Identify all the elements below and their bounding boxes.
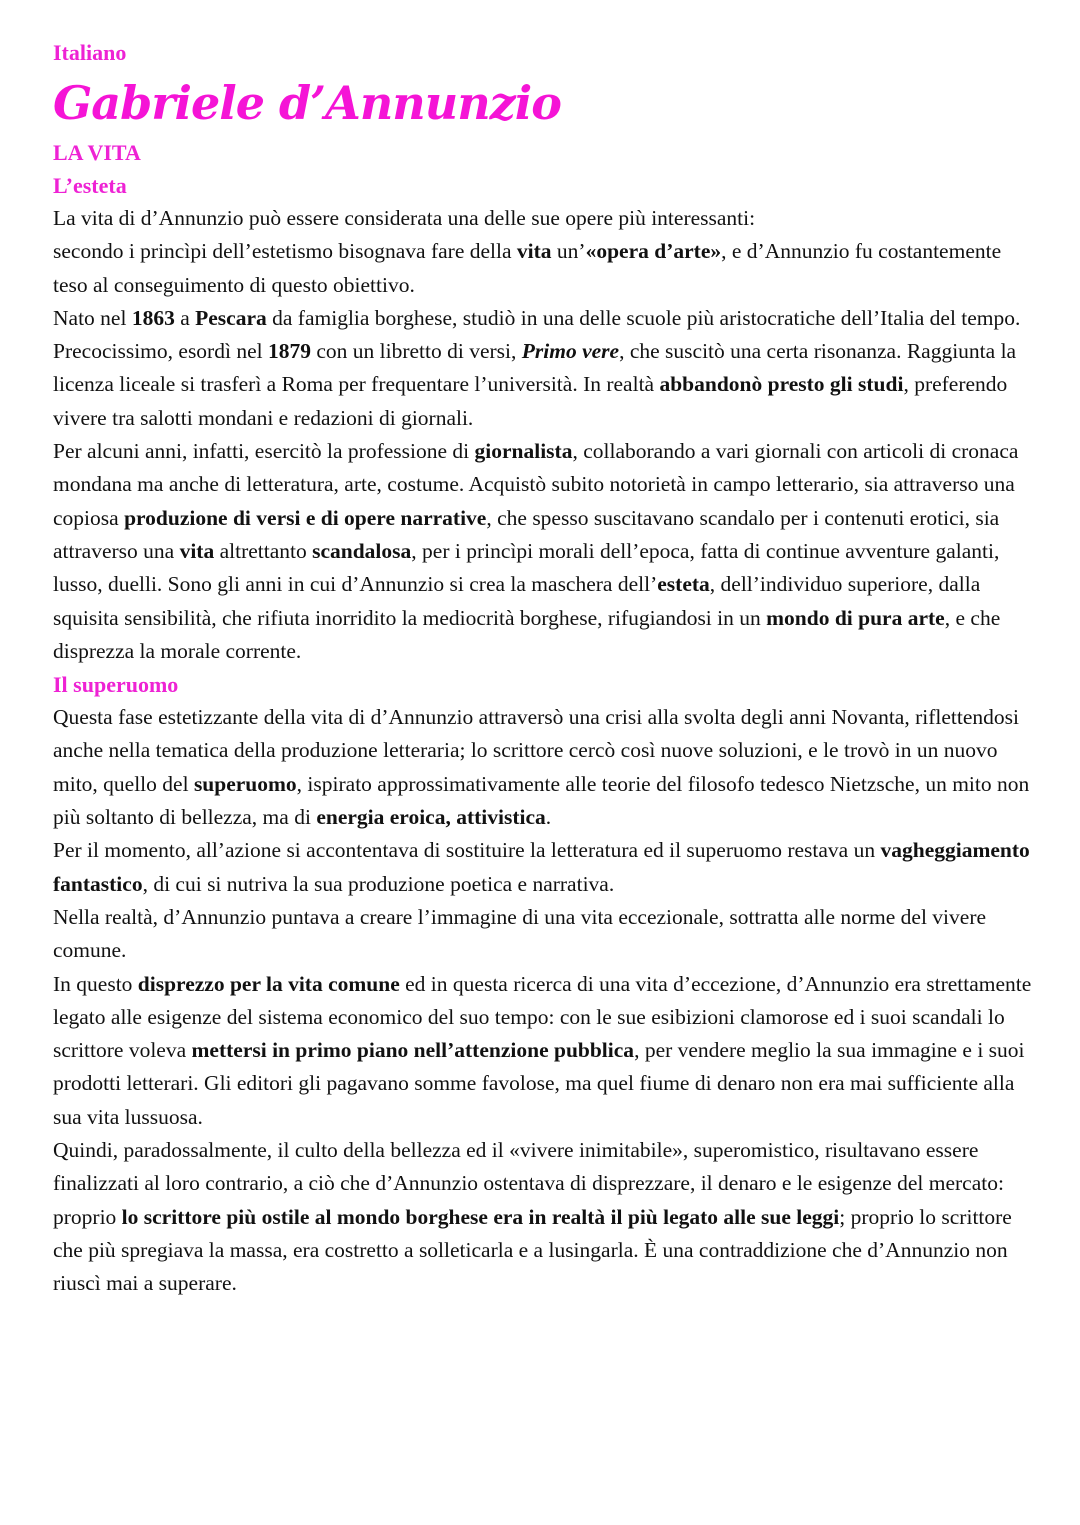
paragraph xyxy=(53,1134,1038,1300)
text-run: In questo xyxy=(53,971,138,996)
text-run: ed in questa ricerca di una vita d’eccezione, d’Annunzio era strettamente legato alle esigenze del sistema economico del suo tempo: con le sue esibizioni clamorose ed i suoi scandali lo scrittore voleva xyxy=(53,971,1032,1063)
bold-text: lo scrittore più ostile al mondo borghese era in realtà il più legato alle sue leggi xyxy=(121,1204,840,1229)
text-run: altrettanto xyxy=(214,538,313,563)
text-run: , preferendo vivere tra salotti mondani e redazioni di giornali. xyxy=(53,372,1008,430)
subject-label: Italiano xyxy=(53,40,127,65)
bold-text: mondo di pura arte xyxy=(766,605,945,630)
bold-text: abbandonò presto gli studi xyxy=(659,372,904,397)
bold-text: vagheggiamento fantastico xyxy=(53,838,1030,896)
bold-text: giornalista xyxy=(474,439,573,464)
text-run: , che suscitò una certa risonanza. Raggiunta la licenza liceale si trasferì a Roma per frequentare l’università. In realtà xyxy=(53,339,1017,397)
document-page xyxy=(53,38,1038,1301)
bold-text: energia eroica, attivistica xyxy=(316,805,546,830)
text-run: , dell’individuo superiore, dalla squisita sensibilità, che rifiuta inorridito la mediocrità borghese, rifugiandosi in un xyxy=(53,572,981,630)
bold-text: mettersi in primo piano nell’attenzione pubblica xyxy=(191,1038,635,1063)
bold-text: vita xyxy=(516,239,552,264)
bold-text: Pescara xyxy=(195,305,267,330)
paragraph xyxy=(53,302,1038,335)
page-title: Gabriele d’Annunzio xyxy=(53,76,561,130)
text-run: , per i princìpi morali dell’epoca, fatta di continue avventure galanti, lusso, duelli. Sono gli anni in cui d’Annunzio si crea la maschera dell’ xyxy=(53,538,1000,597)
bold-text: Primo vere xyxy=(521,339,620,364)
text-run: , per vendere meglio la sua immagine e i suoi prodotti letterari. Gli editori gli pagavano somme favolose, ma quel fiume di denaro non era mai sufficiente alla sua vita lussuosa. xyxy=(53,1038,1025,1129)
text-run: Nella realtà, d’Annunzio puntava a creare l’immagine di una vita eccezionale, sottratta alle norme del vivere comune. xyxy=(53,904,987,963)
text-run: Questa fase estetizzante della vita di d’Annunzio attraversò una crisi alla svolta degli anni Novanta, riflettendosi anche nella tematica della produzione letteraria; lo scrittore cercò così nuove soluzioni, e le trovò in un nuovo mito, quello del xyxy=(53,705,1019,796)
paragraph xyxy=(53,235,1038,302)
text-run: , e che disprezza la morale corrente. xyxy=(53,605,1001,663)
paragraph xyxy=(53,701,1038,834)
text-run: secondo i princìpi dell’estetismo bisognava fare della xyxy=(53,239,517,264)
bold-text: 1863 xyxy=(131,305,175,330)
text-run: Per il momento, all’azione si accontentava di sostituire la letteratura ed il superuomo restava un xyxy=(53,838,881,863)
text-run: Nato nel xyxy=(53,305,132,330)
bold-text: disprezzo per la vita comune xyxy=(137,971,400,996)
bold-text: vita xyxy=(179,538,215,563)
section-heading: LA VITA xyxy=(53,140,141,165)
text-run: un’ xyxy=(551,239,586,264)
text-run: Per alcuni anni, infatti, esercitò la professione di xyxy=(53,439,475,464)
text-run: . xyxy=(545,805,552,830)
document-body xyxy=(53,169,1038,1301)
text-run: da famiglia borghese, studiò in una delle scuole più aristocratiche dell’Italia del tempo. xyxy=(266,305,1021,330)
text-run: con un libretto di versi, xyxy=(310,339,522,364)
paragraph xyxy=(53,901,1038,968)
subsection-heading: L’esteta xyxy=(53,173,127,198)
bold-text: esteta xyxy=(657,572,710,597)
text-run: ; proprio lo scrittore che più spregiava la massa, era costretto a solleticarla e a lusingarla. È una contraddizione che d’Annunzio non riuscì mai a superare. xyxy=(53,1204,1012,1296)
text-run: , ispirato approssimativamente alle teorie del filosofo tedesco Nietzsche, un mito non più soltanto di bellezza, ma di xyxy=(53,771,1030,830)
text-run: , collaborando a vari giornali con articoli di cronaca mondana ma anche di letteratura, arte, costume. Acquistò subito notorietà in campo letterario, sia attraverso una copiosa xyxy=(53,439,1019,530)
text-run: La vita di d’Annunzio può essere considerata una delle sue opere più interessanti: xyxy=(53,206,756,230)
bold-text: scandalosa xyxy=(312,538,412,563)
bold-text: 1879 xyxy=(267,339,311,364)
bold-text: «opera d’arte» xyxy=(585,239,722,264)
text-run: Precocissimo, esordì nel xyxy=(53,339,268,364)
bold-text: superuomo xyxy=(193,771,297,796)
text-run: , e d’Annunzio fu costantemente teso al conseguimento di questo obiettivo. xyxy=(53,239,1002,297)
text-run: , che spesso suscitavano scandalo per i contenuti erotici, sia attraverso una xyxy=(53,505,1000,563)
text-run: , di cui si nutriva la sua produzione poetica e narrativa. xyxy=(142,871,615,896)
paragraph xyxy=(53,435,1038,668)
paragraph xyxy=(53,202,1038,235)
subsection-heading: Il superuomo xyxy=(53,672,179,698)
bold-text: produzione di versi e di opere narrative xyxy=(124,505,487,530)
paragraph xyxy=(53,968,1038,1134)
paragraph xyxy=(53,335,1038,435)
text-run: a xyxy=(174,305,196,330)
text-run: Quindi, paradossalmente, il culto della bellezza ed il «vivere inimitabile», superomistico, risultavano essere finalizzati al loro contrario, a ciò che d’Annunzio ostentava di disprezzare, il denaro e le esigenze del mercato: proprio xyxy=(53,1138,1004,1229)
paragraph xyxy=(53,834,1038,901)
